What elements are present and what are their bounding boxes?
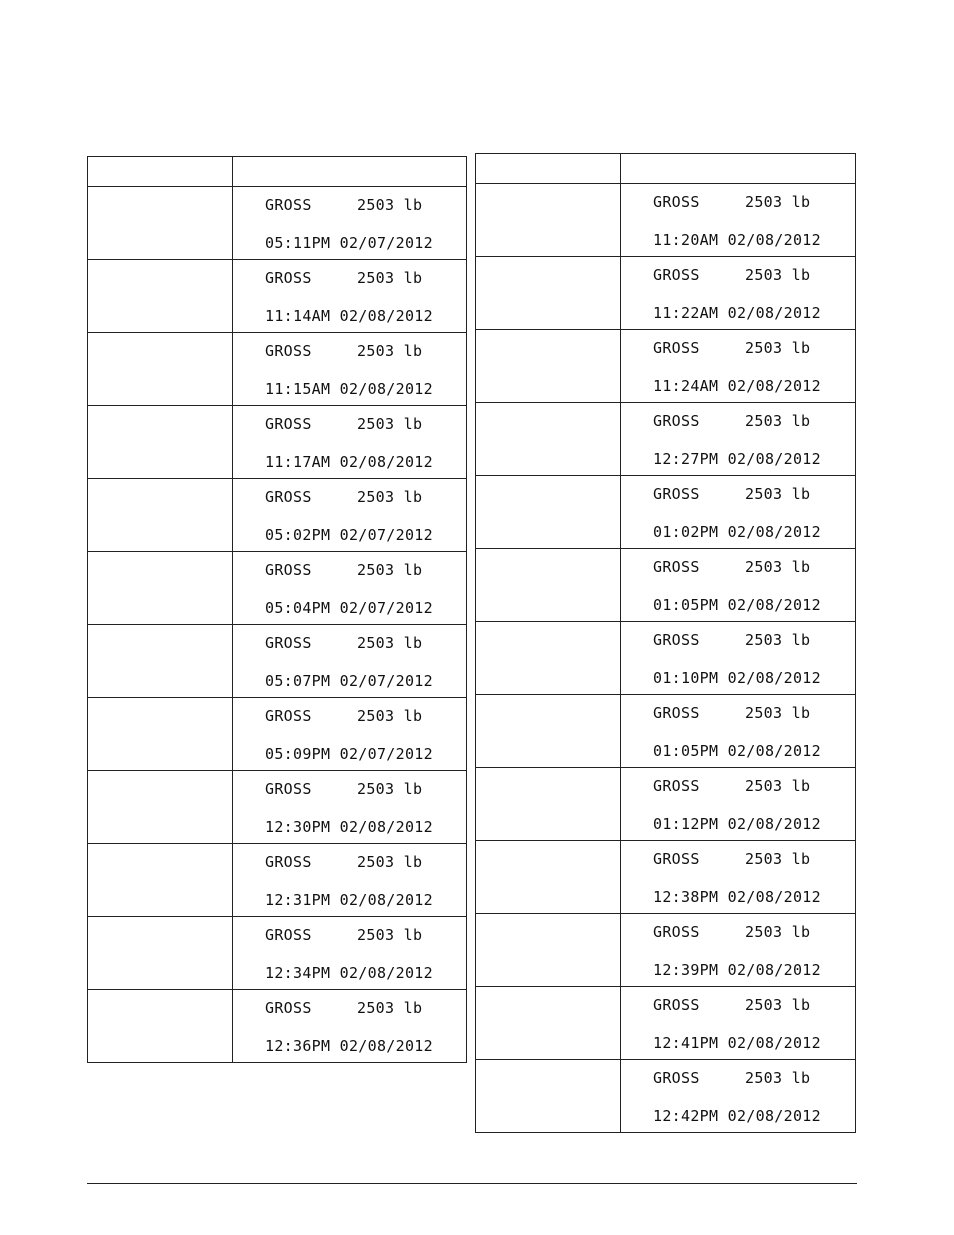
weight-value: 2503 lb <box>745 485 811 503</box>
gross-line <box>653 193 810 211</box>
ticket-printout <box>621 1060 856 1133</box>
weight-value: 2503 lb <box>357 342 423 360</box>
gross-label: GROSS <box>653 558 700 576</box>
ticket-printout <box>233 917 467 990</box>
table-row <box>476 987 856 1060</box>
right-table-body <box>476 184 856 1133</box>
timestamp: 11:22AM 02/08/2012 <box>653 304 821 322</box>
gross-line <box>653 1069 810 1087</box>
gross-line <box>653 339 810 357</box>
table-row <box>88 333 467 406</box>
gross-label: GROSS <box>653 631 700 649</box>
gross-label: GROSS <box>265 269 312 287</box>
gross-line <box>265 926 422 944</box>
blank-cell <box>88 771 233 844</box>
ticket-printout <box>233 625 467 698</box>
timestamp: 12:27PM 02/08/2012 <box>653 450 821 468</box>
gross-line <box>265 853 422 871</box>
gross-line <box>265 196 422 214</box>
gross-line <box>653 704 810 722</box>
timestamp: 05:11PM 02/07/2012 <box>265 234 433 252</box>
gross-line <box>653 631 810 649</box>
timestamp: 11:20AM 02/08/2012 <box>653 231 821 249</box>
blank-cell <box>88 406 233 479</box>
gross-line <box>265 488 422 506</box>
timestamp: 11:15AM 02/08/2012 <box>265 380 433 398</box>
weight-value: 2503 lb <box>745 266 811 284</box>
timestamp: 01:05PM 02/08/2012 <box>653 596 821 614</box>
ticket-printout <box>233 187 467 260</box>
blank-cell <box>476 987 621 1060</box>
timestamp: 11:14AM 02/08/2012 <box>265 307 433 325</box>
weight-value: 2503 lb <box>357 269 423 287</box>
gross-label: GROSS <box>653 704 700 722</box>
table-row <box>88 260 467 333</box>
weight-value: 2503 lb <box>745 923 811 941</box>
gross-line <box>653 412 810 430</box>
blank-cell <box>88 260 233 333</box>
table-row <box>476 695 856 768</box>
gross-label: GROSS <box>265 926 312 944</box>
gross-label: GROSS <box>653 996 700 1014</box>
table-row <box>476 184 856 257</box>
table-row <box>88 917 467 990</box>
weight-value: 2503 lb <box>745 412 811 430</box>
table-header-row <box>476 154 856 184</box>
blank-cell <box>88 844 233 917</box>
gross-line <box>653 923 810 941</box>
weight-value: 2503 lb <box>745 339 811 357</box>
weight-value: 2503 lb <box>357 415 423 433</box>
weight-value: 2503 lb <box>745 558 811 576</box>
blank-cell <box>88 479 233 552</box>
gross-label: GROSS <box>653 339 700 357</box>
weight-value: 2503 lb <box>357 488 423 506</box>
weight-value: 2503 lb <box>357 561 423 579</box>
right-ticket-table <box>475 153 856 1133</box>
table-row <box>88 990 467 1063</box>
gross-label: GROSS <box>265 707 312 725</box>
timestamp: 01:05PM 02/08/2012 <box>653 742 821 760</box>
gross-label: GROSS <box>265 415 312 433</box>
table-row <box>88 844 467 917</box>
blank-cell <box>476 622 621 695</box>
gross-line <box>653 777 810 795</box>
table-row <box>88 625 467 698</box>
ticket-printout <box>621 622 856 695</box>
ticket-printout <box>621 476 856 549</box>
weight-value: 2503 lb <box>357 926 423 944</box>
table-row <box>476 622 856 695</box>
gross-line <box>653 996 810 1014</box>
ticket-printout <box>621 330 856 403</box>
gross-line <box>265 561 422 579</box>
weight-value: 2503 lb <box>745 777 811 795</box>
ticket-printout <box>621 768 856 841</box>
table-row <box>476 549 856 622</box>
gross-line <box>265 269 422 287</box>
blank-cell <box>88 917 233 990</box>
ticket-printout <box>621 403 856 476</box>
table-row <box>88 187 467 260</box>
gross-label: GROSS <box>653 485 700 503</box>
table-row <box>476 914 856 987</box>
gross-label: GROSS <box>653 777 700 795</box>
blank-cell <box>88 333 233 406</box>
blank-cell <box>88 990 233 1063</box>
gross-label: GROSS <box>653 266 700 284</box>
ticket-printout <box>621 987 856 1060</box>
timestamp: 05:02PM 02/07/2012 <box>265 526 433 544</box>
ticket-printout <box>621 914 856 987</box>
ticket-printout <box>233 552 467 625</box>
gross-line <box>653 266 810 284</box>
table-row <box>476 1060 856 1133</box>
gross-label: GROSS <box>653 193 700 211</box>
blank-cell <box>88 698 233 771</box>
timestamp: 12:39PM 02/08/2012 <box>653 961 821 979</box>
ticket-printout <box>621 184 856 257</box>
blank-cell <box>476 768 621 841</box>
table-row <box>88 552 467 625</box>
gross-label: GROSS <box>265 999 312 1017</box>
blank-cell <box>88 187 233 260</box>
left-ticket-table <box>87 156 467 1063</box>
gross-label: GROSS <box>265 342 312 360</box>
header-cell-2 <box>621 154 856 184</box>
weight-value: 2503 lb <box>745 1069 811 1087</box>
weight-value: 2503 lb <box>745 631 811 649</box>
gross-line <box>265 707 422 725</box>
blank-cell <box>476 330 621 403</box>
left-table-body <box>88 187 467 1063</box>
blank-cell <box>476 476 621 549</box>
header-cell-1 <box>476 154 621 184</box>
gross-line <box>265 342 422 360</box>
ticket-printout <box>621 257 856 330</box>
blank-cell <box>476 257 621 330</box>
gross-label: GROSS <box>653 923 700 941</box>
blank-cell <box>88 625 233 698</box>
gross-line <box>265 999 422 1017</box>
timestamp: 11:17AM 02/08/2012 <box>265 453 433 471</box>
weight-value: 2503 lb <box>357 999 423 1017</box>
table-row <box>88 479 467 552</box>
header-cell-1 <box>88 157 233 187</box>
weight-value: 2503 lb <box>745 996 811 1014</box>
ticket-printout <box>233 771 467 844</box>
timestamp: 12:42PM 02/08/2012 <box>653 1107 821 1125</box>
timestamp: 12:38PM 02/08/2012 <box>653 888 821 906</box>
timestamp: 05:07PM 02/07/2012 <box>265 672 433 690</box>
weight-value: 2503 lb <box>357 196 423 214</box>
gross-line <box>653 850 810 868</box>
timestamp: 12:30PM 02/08/2012 <box>265 818 433 836</box>
ticket-printout <box>233 698 467 771</box>
weight-value: 2503 lb <box>357 780 423 798</box>
ticket-printout <box>621 695 856 768</box>
weight-value: 2503 lb <box>357 634 423 652</box>
weight-value: 2503 lb <box>745 193 811 211</box>
table-header-row <box>88 157 467 187</box>
table-row <box>88 698 467 771</box>
table-row <box>88 406 467 479</box>
gross-line <box>265 415 422 433</box>
gross-label: GROSS <box>265 853 312 871</box>
blank-cell <box>88 552 233 625</box>
weight-value: 2503 lb <box>357 853 423 871</box>
blank-cell <box>476 403 621 476</box>
timestamp: 05:04PM 02/07/2012 <box>265 599 433 617</box>
blank-cell <box>476 841 621 914</box>
timestamp: 01:10PM 02/08/2012 <box>653 669 821 687</box>
gross-label: GROSS <box>653 412 700 430</box>
ticket-printout <box>233 260 467 333</box>
gross-line <box>265 780 422 798</box>
weight-value: 2503 lb <box>357 707 423 725</box>
table-row <box>476 841 856 914</box>
table-row <box>88 771 467 844</box>
weight-value: 2503 lb <box>745 850 811 868</box>
timestamp: 05:09PM 02/07/2012 <box>265 745 433 763</box>
ticket-printout <box>233 333 467 406</box>
timestamp: 12:31PM 02/08/2012 <box>265 891 433 909</box>
timestamp: 01:02PM 02/08/2012 <box>653 523 821 541</box>
ticket-printout <box>233 479 467 552</box>
gross-label: GROSS <box>265 196 312 214</box>
blank-cell <box>476 914 621 987</box>
gross-label: GROSS <box>265 634 312 652</box>
blank-cell <box>476 184 621 257</box>
ticket-printout <box>233 990 467 1063</box>
blank-cell <box>476 695 621 768</box>
footer-rule <box>87 1183 857 1184</box>
gross-label: GROSS <box>653 1069 700 1087</box>
gross-line <box>653 485 810 503</box>
gross-label: GROSS <box>265 780 312 798</box>
header-cell-2 <box>233 157 467 187</box>
ticket-printout <box>233 844 467 917</box>
gross-line <box>653 558 810 576</box>
blank-cell <box>476 1060 621 1133</box>
ticket-printout <box>233 406 467 479</box>
gross-label: GROSS <box>265 488 312 506</box>
table-row <box>476 403 856 476</box>
timestamp: 12:41PM 02/08/2012 <box>653 1034 821 1052</box>
timestamp: 01:12PM 02/08/2012 <box>653 815 821 833</box>
timestamp: 11:24AM 02/08/2012 <box>653 377 821 395</box>
ticket-printout <box>621 549 856 622</box>
table-row <box>476 768 856 841</box>
table-row <box>476 330 856 403</box>
table-row <box>476 476 856 549</box>
gross-label: GROSS <box>653 850 700 868</box>
timestamp: 12:36PM 02/08/2012 <box>265 1037 433 1055</box>
gross-label: GROSS <box>265 561 312 579</box>
table-row <box>476 257 856 330</box>
gross-line <box>265 634 422 652</box>
weight-value: 2503 lb <box>745 704 811 722</box>
ticket-printout <box>621 841 856 914</box>
blank-cell <box>476 549 621 622</box>
timestamp: 12:34PM 02/08/2012 <box>265 964 433 982</box>
